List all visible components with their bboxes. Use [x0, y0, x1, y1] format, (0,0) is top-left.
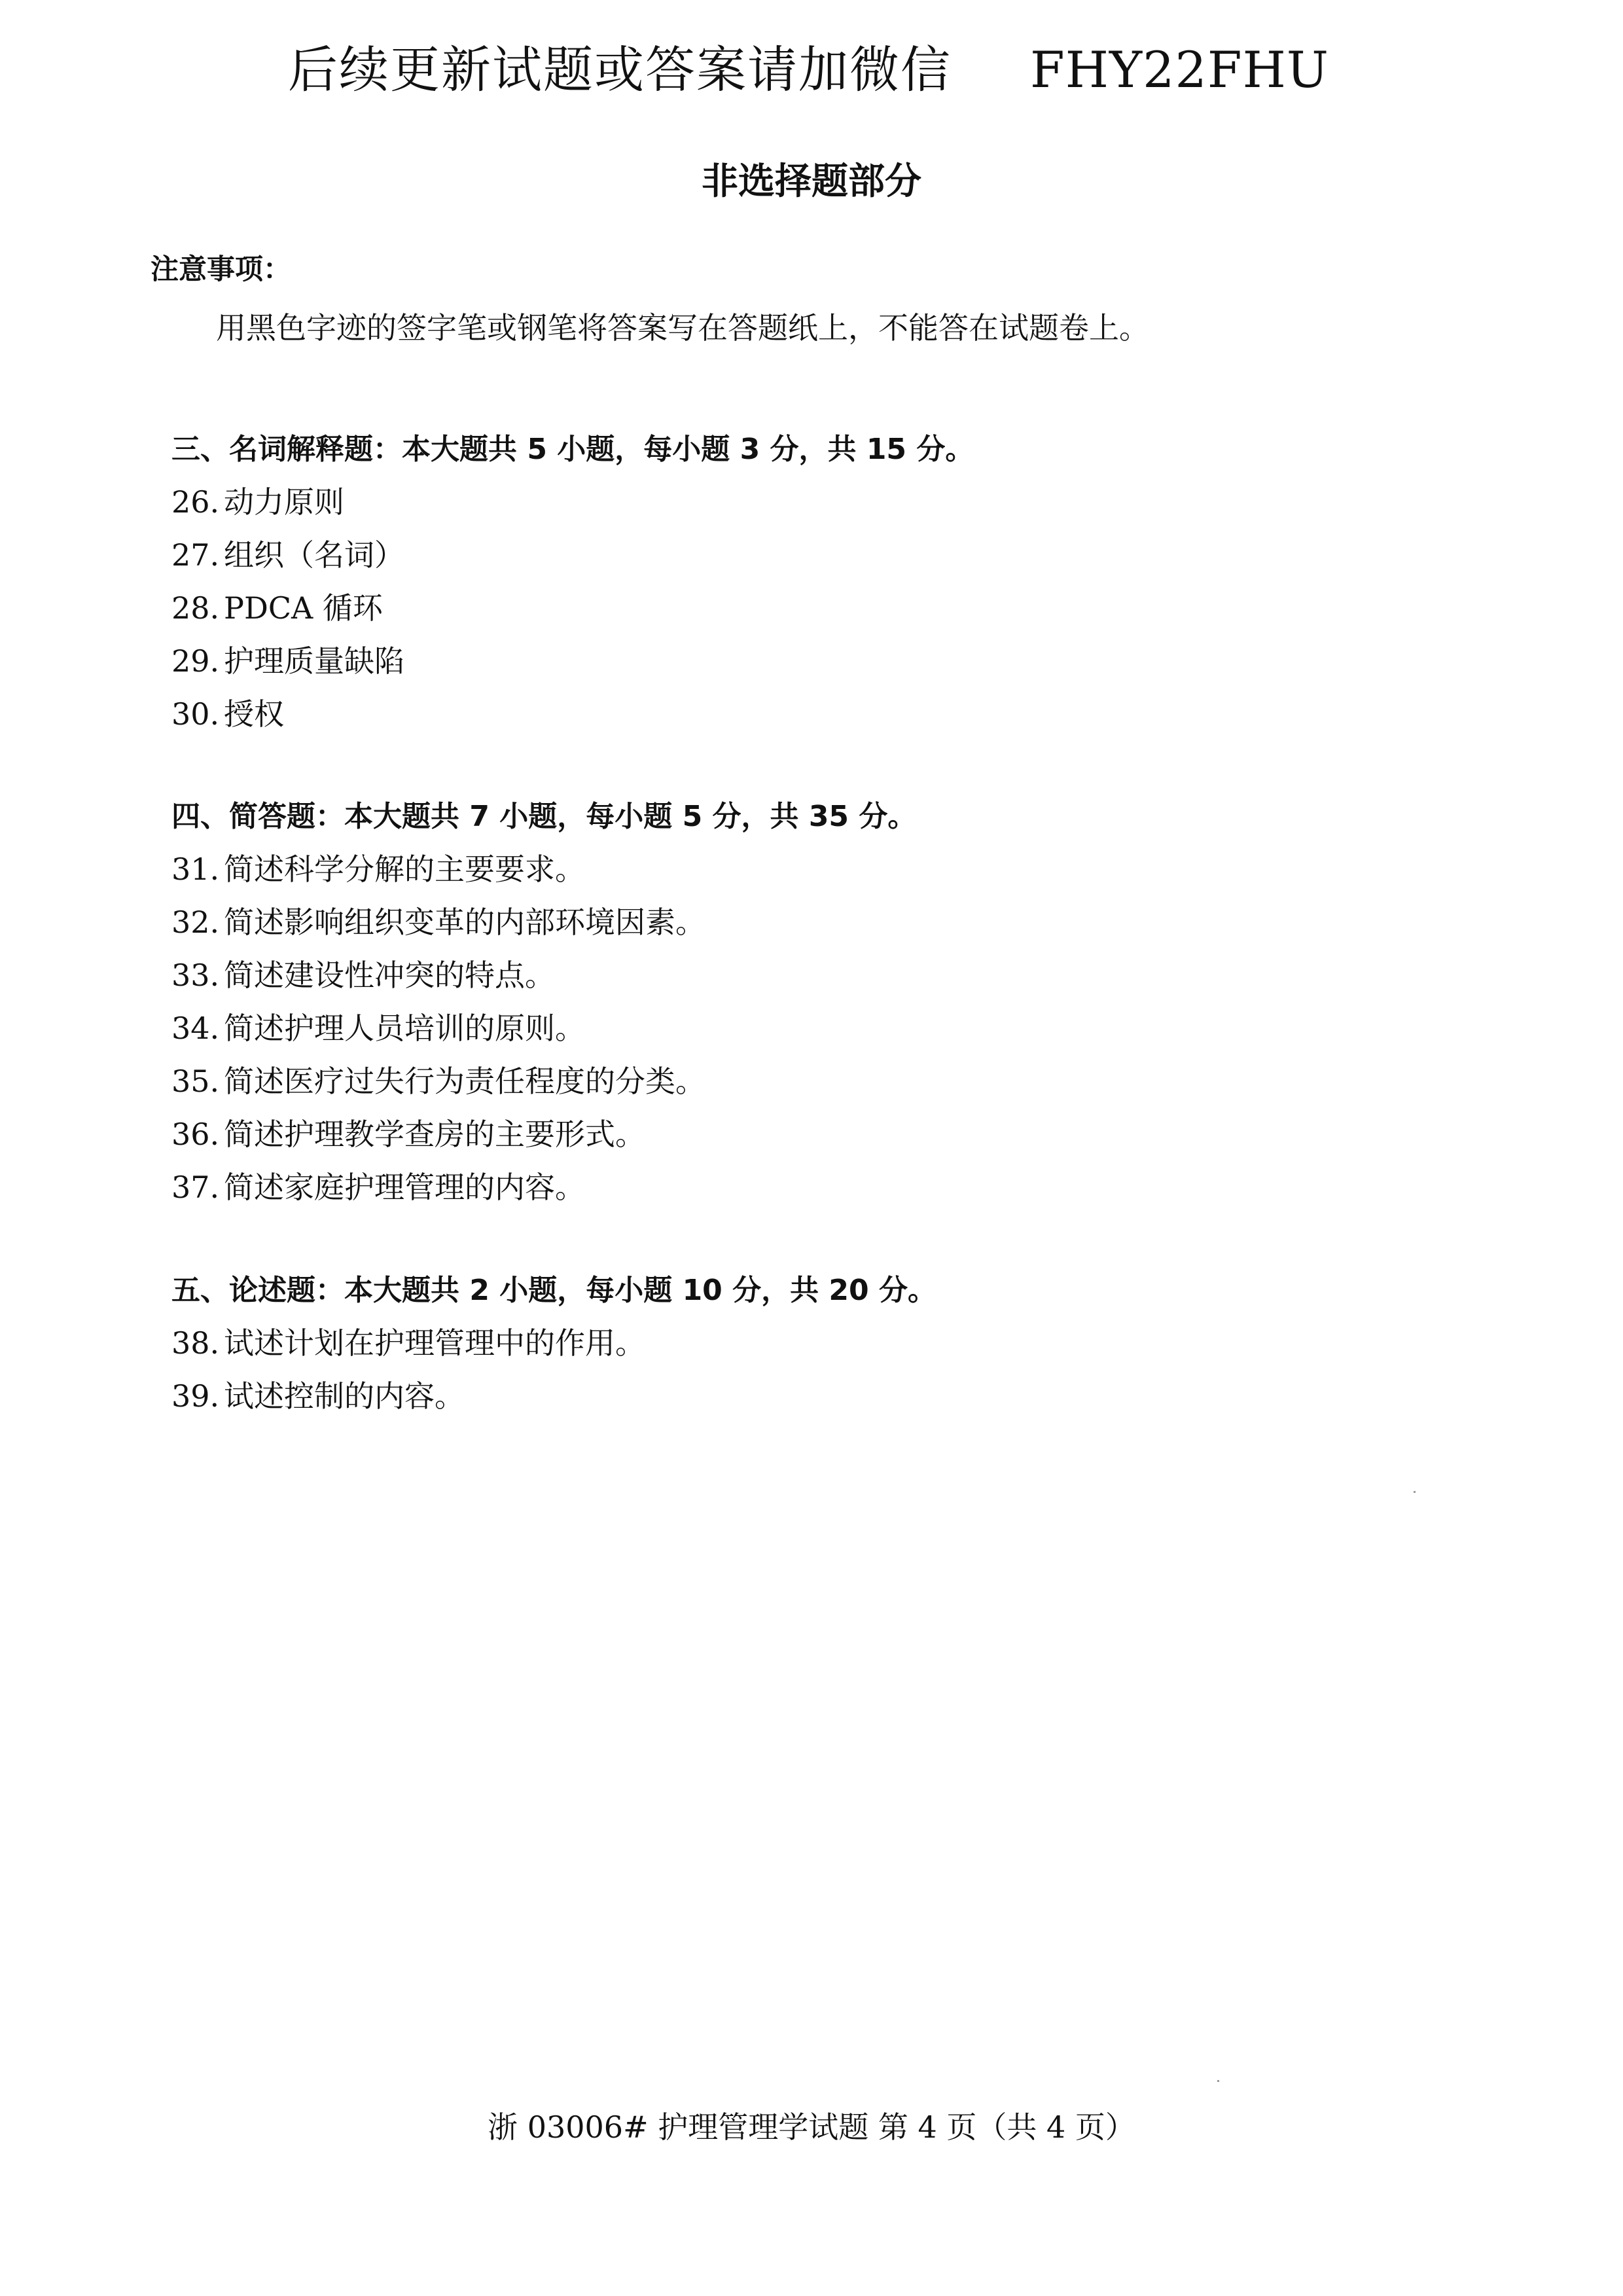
question-number: 37. — [171, 1170, 220, 1205]
question-item — [171, 901, 1480, 954]
question-text: 简述护理教学查房的主要形式。 — [224, 1117, 645, 1152]
question-number: 26. — [171, 484, 220, 520]
question-number: 27. — [171, 537, 220, 573]
notice-label: 注意事项： — [151, 253, 291, 286]
question-number: 34. — [171, 1011, 220, 1046]
page-footer: 浙 03006# 护理管理学试题 第 4 页（共 4 页） — [488, 2109, 1135, 2145]
banner-code: FHY22FHU — [1030, 41, 1329, 99]
question-text: 简述影响组织变革的内部环境因素。 — [224, 905, 705, 940]
question-text: 试述计划在护理管理中的作用。 — [224, 1325, 645, 1361]
question-text: PDCA 循环 — [224, 590, 383, 626]
question-text: 简述建设性冲突的特点。 — [224, 958, 555, 993]
question-number: 36. — [171, 1117, 220, 1152]
question-text: 简述护理人员培训的原则。 — [224, 1011, 585, 1046]
part-short-answer — [171, 796, 1480, 1219]
scan-speck — [1217, 2080, 1219, 2082]
part-noun-explanation — [171, 429, 1480, 746]
question-item — [171, 1166, 1480, 1219]
question-text: 简述科学分解的主要要求。 — [224, 852, 585, 887]
part-heading: 五、论述题：本大题共 2 小题，每小题 10 分，共 20 分。 — [171, 1274, 936, 1307]
question-item — [171, 1060, 1480, 1113]
question-number: 31. — [171, 852, 220, 887]
question-text: 简述医疗过失行为责任程度的分类。 — [224, 1064, 705, 1099]
header-banner — [288, 34, 1400, 106]
question-item — [171, 1007, 1480, 1060]
question-number: 38. — [171, 1325, 220, 1361]
question-item — [171, 1375, 1480, 1428]
part-heading: 四、简答题：本大题共 7 小题，每小题 5 分，共 35 分。 — [171, 800, 917, 833]
scan-speck — [1414, 1491, 1416, 1493]
question-item — [171, 481, 1480, 534]
question-item — [171, 954, 1480, 1007]
question-number: 33. — [171, 958, 220, 993]
question-item — [171, 1113, 1480, 1166]
question-number: 39. — [171, 1378, 220, 1414]
question-text: 护理质量缺陷 — [224, 643, 404, 679]
question-number: 29. — [171, 643, 220, 679]
question-text: 动力原则 — [224, 484, 344, 520]
question-text: 简述家庭护理管理的内容。 — [224, 1170, 585, 1205]
question-item — [171, 640, 1480, 693]
question-number: 35. — [171, 1064, 220, 1099]
banner-text: 后续更新试题或答案请加微信 — [288, 41, 952, 99]
question-text: 授权 — [224, 696, 284, 732]
question-text: 试述控制的内容。 — [224, 1378, 465, 1414]
question-item — [171, 1322, 1480, 1375]
part-heading: 三、名词解释题：本大题共 5 小题，每小题 3 分，共 15 分。 — [171, 433, 974, 466]
question-text: 组织（名词） — [224, 537, 404, 573]
question-number: 28. — [171, 590, 220, 626]
section-title: 非选择题部分 — [702, 160, 921, 203]
question-item — [171, 693, 1480, 746]
question-item — [171, 534, 1480, 587]
question-number: 30. — [171, 696, 220, 732]
question-number: 32. — [171, 905, 220, 940]
part-essay — [171, 1270, 1480, 1428]
notice-text: 用黑色字迹的签字笔或钢笔将答案写在答题纸上，不能答在试题卷上。 — [216, 310, 1149, 346]
question-item — [171, 587, 1480, 640]
question-item — [171, 848, 1480, 901]
